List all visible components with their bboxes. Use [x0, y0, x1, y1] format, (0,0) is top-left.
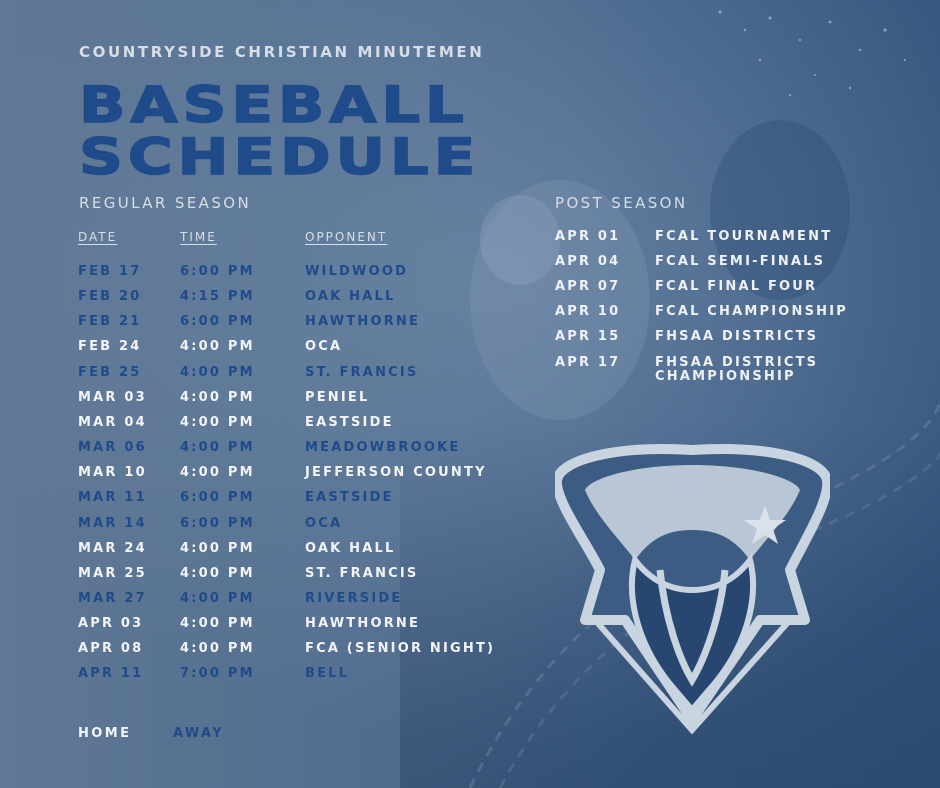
team-subtitle: COUNTRYSIDE CHRISTIAN MINUTEMEN: [79, 43, 485, 61]
row-date: MAR 06: [78, 440, 147, 456]
regular-season-heading: REGULAR SEASON: [79, 194, 252, 212]
row-opponent: HAWTHORNE: [305, 616, 421, 632]
post-date: APR 15: [555, 329, 621, 345]
legend-home: HOME: [78, 726, 132, 741]
post-date: APR 01: [555, 229, 621, 244]
post-date: APR 17: [555, 354, 621, 370]
row-date: MAR 24: [78, 540, 147, 556]
row-date: FEB 25: [78, 364, 142, 380]
row-opponent: OCA: [305, 515, 343, 531]
row-time: 4:00 PM: [180, 590, 255, 606]
row-date: MAR 11: [78, 490, 147, 506]
row-time: 4:00 PM: [180, 616, 255, 632]
row-date: MAR 27: [78, 590, 147, 606]
row-time: 4:00 PM: [180, 440, 255, 456]
row-time: 6:00 PM: [180, 490, 255, 506]
row-date: APR 03: [78, 616, 144, 632]
row-opponent: JEFFERSON COUNTY: [305, 465, 487, 481]
row-date: MAR 25: [78, 565, 147, 581]
row-date: FEB 21: [78, 314, 142, 330]
post-event: FHSAA DISTRICTS: [655, 329, 819, 345]
post-event-line2: CHAMPIONSHIP: [655, 368, 796, 384]
row-opponent: PENIEL: [305, 389, 370, 405]
row-opponent: ST. FRANCIS: [305, 364, 419, 380]
row-date: FEB 20: [78, 289, 142, 305]
row-date: APR 11: [78, 666, 144, 682]
row-opponent: OCA: [305, 339, 343, 355]
legend-away: AWAY: [173, 726, 225, 741]
row-opponent: OAK HALL: [305, 540, 396, 556]
title-line-1: BASEBALL: [79, 76, 469, 134]
row-time: 4:00 PM: [180, 364, 255, 380]
row-date: FEB 17: [78, 264, 142, 279]
row-time: 4:00 PM: [180, 339, 255, 355]
row-date: FEB 24: [78, 339, 142, 355]
row-opponent: EASTSIDE: [305, 490, 394, 506]
row-time: 4:00 PM: [180, 540, 255, 556]
row-date: MAR 04: [78, 414, 147, 430]
post-event: FCAL SEMI-FINALS: [655, 254, 826, 270]
column-header-time: TIME: [180, 230, 217, 244]
row-time: 6:00 PM: [180, 264, 255, 279]
row-opponent: MEADOWBROOKE: [305, 440, 461, 456]
row-time: 4:00 PM: [180, 414, 255, 430]
post-event: FCAL CHAMPIONSHIP: [655, 304, 849, 320]
post-event: FCAL FINAL FOUR: [655, 279, 818, 295]
row-time: 4:15 PM: [180, 289, 255, 305]
row-opponent: FCA (SENIOR NIGHT): [305, 641, 496, 657]
row-time: 7:00 PM: [180, 666, 255, 682]
post-event: FCAL TOURNAMENT: [655, 229, 833, 244]
row-opponent: ST. FRANCIS: [305, 565, 419, 581]
row-time: 6:00 PM: [180, 515, 255, 531]
row-date: MAR 14: [78, 515, 147, 531]
post-event: FHSAA DISTRICTS: [655, 354, 819, 370]
post-date: APR 04: [555, 254, 621, 270]
post-date: APR 10: [555, 304, 621, 320]
title-line-2: SCHEDULE: [79, 128, 481, 186]
row-time: 4:00 PM: [180, 389, 255, 405]
row-date: APR 08: [78, 641, 144, 657]
row-time: 4:00 PM: [180, 465, 255, 481]
minuteman-mascot-logo-icon: [555, 420, 830, 735]
row-opponent: OAK HALL: [305, 289, 396, 305]
column-header-opponent: OPPONENT: [305, 230, 388, 244]
row-date: MAR 03: [78, 389, 147, 405]
row-time: 4:00 PM: [180, 565, 255, 581]
row-opponent: BELL: [305, 666, 350, 682]
row-time: 6:00 PM: [180, 314, 255, 330]
column-header-date: DATE: [78, 230, 118, 244]
row-opponent: EASTSIDE: [305, 414, 394, 430]
row-date: MAR 10: [78, 465, 147, 481]
post-season-heading: POST SEASON: [555, 194, 688, 212]
row-time: 4:00 PM: [180, 641, 255, 657]
row-opponent: HAWTHORNE: [305, 314, 421, 330]
row-opponent: WILDWOOD: [305, 264, 409, 279]
row-opponent: RIVERSIDE: [305, 590, 403, 606]
post-date: APR 07: [555, 279, 621, 295]
